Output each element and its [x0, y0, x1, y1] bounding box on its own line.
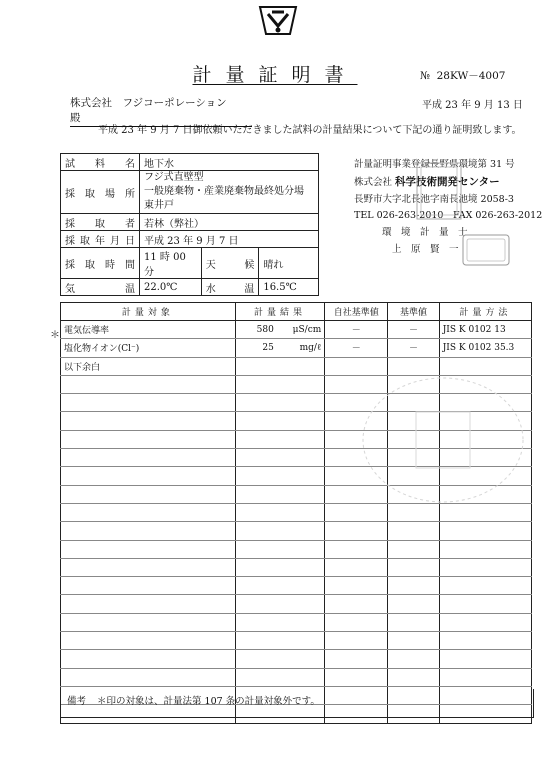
remarks-box [60, 689, 534, 718]
place-value: フジ式直壁型 一般廃棄物・産業廃棄物最終処分場 東井戸 [140, 171, 319, 214]
table-row-blank [61, 577, 532, 595]
table-row-blank [61, 522, 532, 540]
watermark-seal-icon [358, 372, 528, 508]
collector-value: 若林（弊社） [140, 214, 319, 231]
page-title: 計量証明書 [192, 64, 358, 86]
issuer-registration: 計量証明事業登録長野県環境第 31 号 [354, 159, 515, 170]
time-value: 11 時 00 分 [140, 248, 202, 279]
table-row-blank [61, 613, 532, 631]
air-temp-value: 22.0℃ [140, 279, 202, 296]
collector-label: 採取者 [65, 218, 135, 230]
weather-value: 晴れ [259, 248, 319, 279]
issuer-role: 環 境 計 量 士 [382, 227, 468, 238]
water-temp-label: 水温 [205, 283, 255, 295]
document-number: № 28KW－4007 [420, 70, 506, 82]
issuer-person: 上 原 賢 一 [392, 244, 459, 255]
date-value: 平成 23 年 9 月 7 日 [140, 231, 319, 248]
recipient: 株式会社 フジコーポレーション 殿 [70, 95, 252, 127]
table-row: 以下余白 [61, 357, 532, 375]
issuer-company: 株式会社 科学技術開発センター [354, 176, 500, 188]
header-self-standard: 自社基準値 [325, 303, 388, 321]
sample-info-table [60, 153, 319, 296]
water-temp-value: 16.5℃ [259, 279, 319, 296]
header-result: 計量結果 [235, 303, 325, 321]
issuer-contact: TEL 026-263-2010 FAX 026-263-2012 [354, 210, 543, 221]
air-temp-label: 気温 [65, 283, 135, 295]
company-stamp-icon [416, 162, 462, 220]
table-row-blank [61, 632, 532, 650]
personal-seal-icon [462, 234, 510, 266]
sample-label: 試料名 [65, 158, 135, 170]
results-table [60, 302, 532, 724]
table-row-blank [61, 540, 532, 558]
issue-date: 平成 23 年 9 月 13 日 [422, 100, 523, 111]
table-row-blank [61, 668, 532, 686]
table-row-blank [61, 558, 532, 576]
table-row-blank [61, 595, 532, 613]
intro-text: 平成 23 年 9 月 7 日御依頼いただきました試料の計量結果について下記の通り証明致します。 [98, 125, 522, 136]
weather-label: 天候 [205, 259, 255, 271]
remarks-text: ＊印の対象は、計量法第 107 条の計量対象外です。 [97, 696, 320, 707]
sample-value: 地下水 [140, 154, 319, 171]
issuer-address: 長野市大字北長池字南長池境 2058-3 [354, 194, 514, 205]
place-label: 採取場所 [65, 188, 135, 200]
time-label: 採取時間 [65, 259, 135, 271]
seal-logo-icon [258, 4, 298, 38]
table-row: 塩化物イオン(Cl⁻) 25 mg/ℓ － － JIS K 0102 35.3 [61, 339, 532, 357]
remarks-label: 備考 [67, 696, 87, 707]
asterisk-marker: ＊ [50, 330, 60, 341]
header-standard: 基準値 [388, 303, 439, 321]
header-item: 計量対象 [61, 303, 236, 321]
header-method: 計量方法 [439, 303, 531, 321]
table-row-blank [61, 650, 532, 668]
table-row: 電気伝導率 580 μS/cm － － JIS K 0102 13 [61, 321, 532, 339]
date-label: 採取年月日 [65, 235, 135, 247]
